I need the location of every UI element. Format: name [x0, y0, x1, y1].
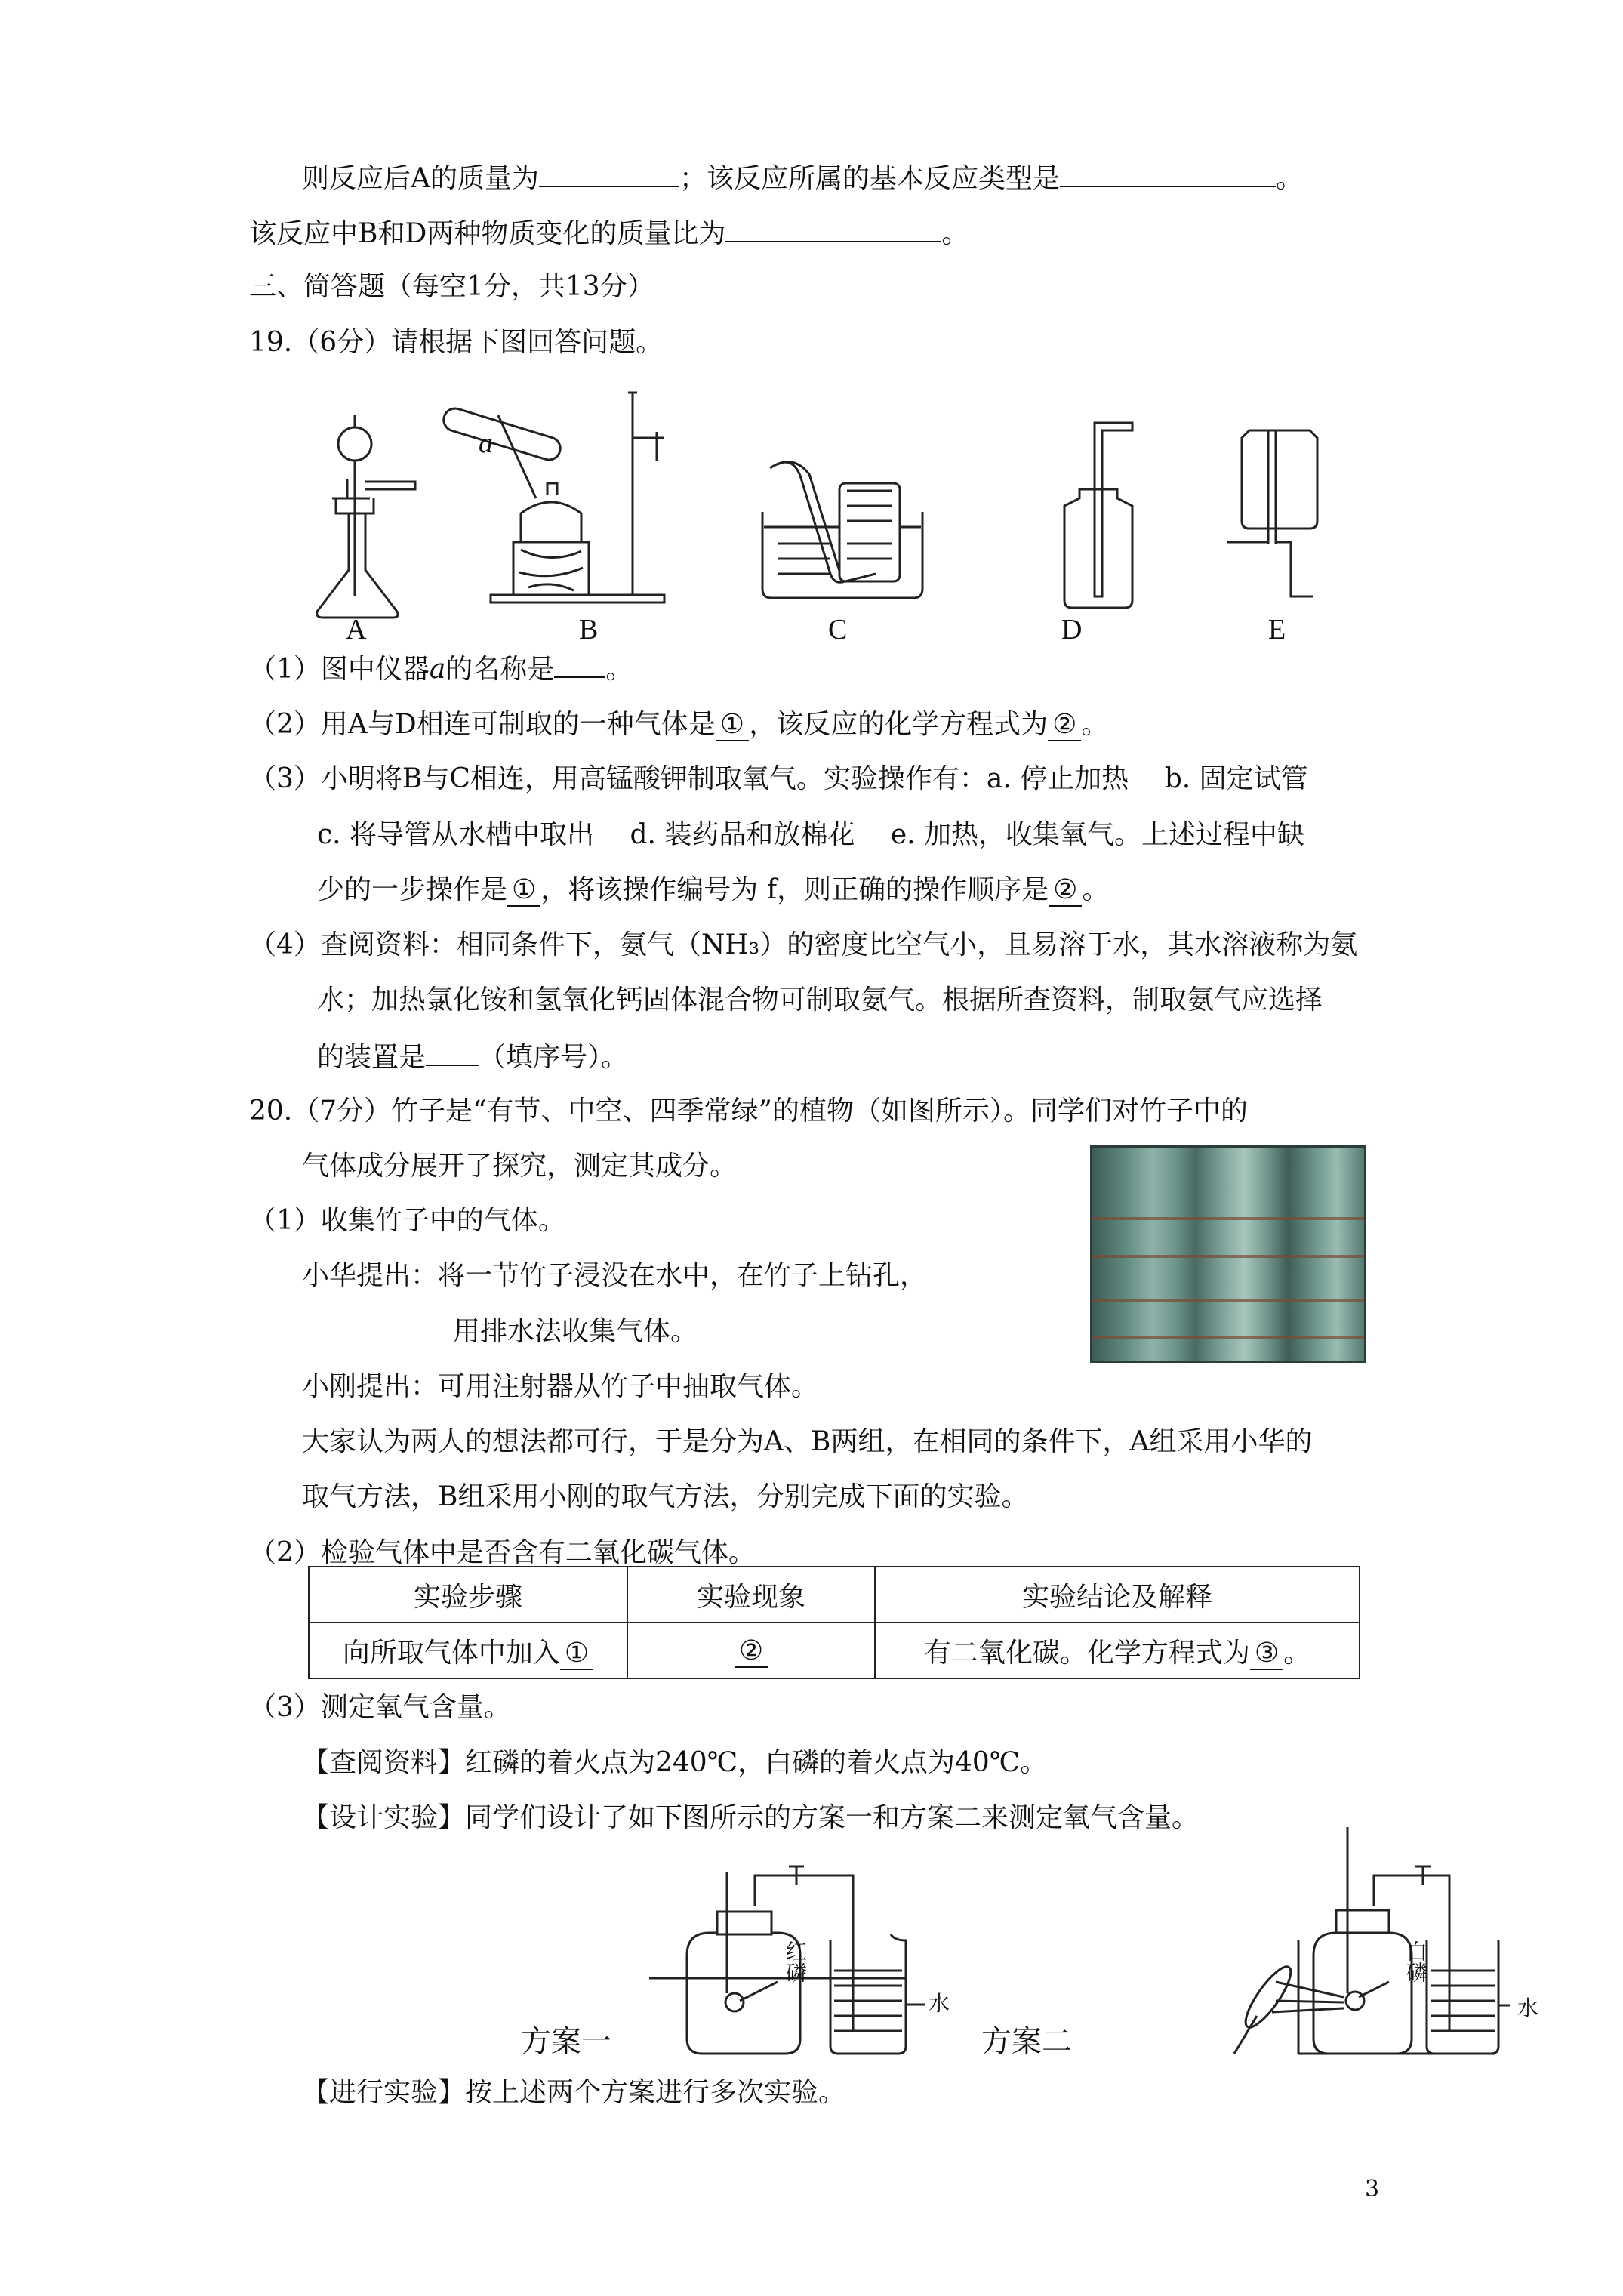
- q19-3-line2: c. 将导管从水槽中取出 d. 装药品和放棉花 e. 加热，收集氧气。上述过程中缺: [317, 819, 1305, 850]
- blank-20-2-1[interactable]: ①: [560, 1638, 593, 1670]
- blank-19-2-2[interactable]: ②: [1048, 709, 1081, 741]
- table-header: 实验结论及解释: [875, 1567, 1360, 1623]
- apparatus-c: [762, 462, 922, 598]
- q20-1-groups-2: 取气方法，B组采用小刚的取气方法，分别完成下面的实验。: [302, 1481, 1029, 1512]
- q19-1: （1）图中仪器a的名称是 。: [249, 651, 633, 686]
- blank-mass-a[interactable]: [539, 160, 679, 187]
- apparatus-b: [441, 393, 664, 603]
- apparatus-d: [1064, 423, 1132, 608]
- q20-3-reference: 【查阅资料】红磷的着火点为240℃，白磷的着火点为40℃。: [302, 1747, 1048, 1778]
- table-header-row: [309, 1567, 1360, 1623]
- label-e: E: [1268, 614, 1286, 646]
- blank-20-2-3[interactable]: ③: [1250, 1638, 1283, 1670]
- q20-1-xiaohua-2: 用排水法收集气体。: [453, 1316, 698, 1347]
- blank-19-3-1[interactable]: ①: [507, 874, 540, 907]
- blank-19-3-2[interactable]: ②: [1049, 874, 1082, 907]
- blank-19-4[interactable]: [426, 1039, 479, 1066]
- label-water-1: 水: [929, 1991, 950, 2016]
- bamboo-photo: [1090, 1145, 1366, 1363]
- q20-1-xiaohua-1: 小华提出：将一节竹子浸没在水中，在竹子上钻孔，: [302, 1260, 928, 1291]
- label-red-phosphorus: 红磷: [783, 1940, 808, 1983]
- q20-stem-2: 气体成分展开了探究，测定其成分。: [302, 1151, 738, 1182]
- blank-19-2-1[interactable]: ①: [716, 709, 749, 741]
- page-number: 3: [1365, 2176, 1380, 2202]
- scheme-1-label: 方案一: [521, 2024, 611, 2059]
- q19-2: （2）用A与D相连可制取的一种气体是 ① ，该反应的化学方程式为 ② 。: [249, 709, 1109, 740]
- label-c: C: [828, 614, 848, 646]
- q20-2: （2）检验气体中是否含有二氧化碳气体。: [249, 1537, 756, 1568]
- q20-3-conduct: 【进行实验】按上述两个方案进行多次实验。: [302, 2077, 846, 2108]
- q20-stem-1: 20.（7分）竹子是“有节、中空、四季常绿”的植物（如图所示）。同学们对竹子中的: [249, 1096, 1248, 1126]
- q20-1-groups-1: 大家认为两人的想法都可行，于是分为A、B两组，在相同的条件下，A组采用小华的: [302, 1426, 1313, 1457]
- q18-line-1: 则反应后A的质量为 ；该反应所属的基本反应类型是 。: [302, 160, 1303, 196]
- blank-mass-ratio[interactable]: [725, 215, 941, 242]
- table-header: 实验步骤: [309, 1567, 627, 1623]
- label-a: A: [346, 614, 367, 646]
- table-cell-step: 向所取气体中加入 ①: [309, 1623, 627, 1678]
- section-3-heading: 三、简答题（每空1分，共13分）: [249, 271, 654, 302]
- table-cell-phenomenon: [627, 1623, 875, 1678]
- table-row: [309, 1623, 1360, 1678]
- q19-stem: 19.（6分）请根据下图回答问题。: [249, 327, 664, 358]
- q19-4-line2: 水；加热氯化铵和氢氧化钙固体混合物可制取氨气。根据所查资料，制取氨气应选择: [317, 985, 1323, 1015]
- table-cell-conclusion: 有二氧化碳。化学方程式为 ③ 。: [875, 1623, 1360, 1678]
- q18-line-2: 该反应中B和D两种物质变化的质量比为 。: [249, 215, 969, 251]
- table-header: 实验现象: [627, 1567, 875, 1623]
- q19-3-line3: 少的一步操作是 ① ，将该操作编号为 f，则正确的操作顺序是 ② 。: [317, 874, 1110, 905]
- q20-3-design: 【设计实验】同学们设计了如下图所示的方案一和方案二来测定氧气含量。: [302, 1802, 1200, 1833]
- scheme-2-apparatus: [1234, 1827, 1510, 2054]
- apparatus-a: [317, 415, 415, 618]
- blank-19-1[interactable]: [554, 651, 605, 678]
- q19-4-line3: 的装置是 （填序号）。: [317, 1039, 628, 1074]
- label-water-2: 水: [1517, 1996, 1539, 2020]
- label-b: B: [579, 614, 599, 646]
- experiment-table: [308, 1566, 1360, 1679]
- q20-1: （1）收集竹子中的气体。: [249, 1205, 565, 1236]
- q20-1-xiaogang: 小刚提出：可用注射器从竹子中抽取气体。: [302, 1371, 819, 1402]
- blank-reaction-type[interactable]: [1060, 160, 1276, 187]
- scheme-2-label: 方案二: [981, 2024, 1072, 2059]
- label-instrument-a: a: [479, 427, 493, 459]
- q20-3: （3）测定氧气含量。: [249, 1692, 511, 1723]
- q19-4-line1: （4）查阅资料：相同条件下，氨气（NH₃）的密度比空气小，且易溶于水，其水溶液称为氨: [249, 929, 1358, 960]
- apparatus-e: [1227, 430, 1317, 596]
- label-white-phosphorus: 白磷: [1403, 1940, 1428, 1983]
- q19-3-line1: （3）小明将B与C相连，用高锰酸钾制取氧气。实验操作有：a. 停止加热 b. 固定试管: [249, 763, 1308, 794]
- blank-20-2-2[interactable]: ②: [735, 1635, 768, 1668]
- q19-apparatus-figure: [302, 393, 1434, 649]
- label-d: D: [1061, 614, 1083, 646]
